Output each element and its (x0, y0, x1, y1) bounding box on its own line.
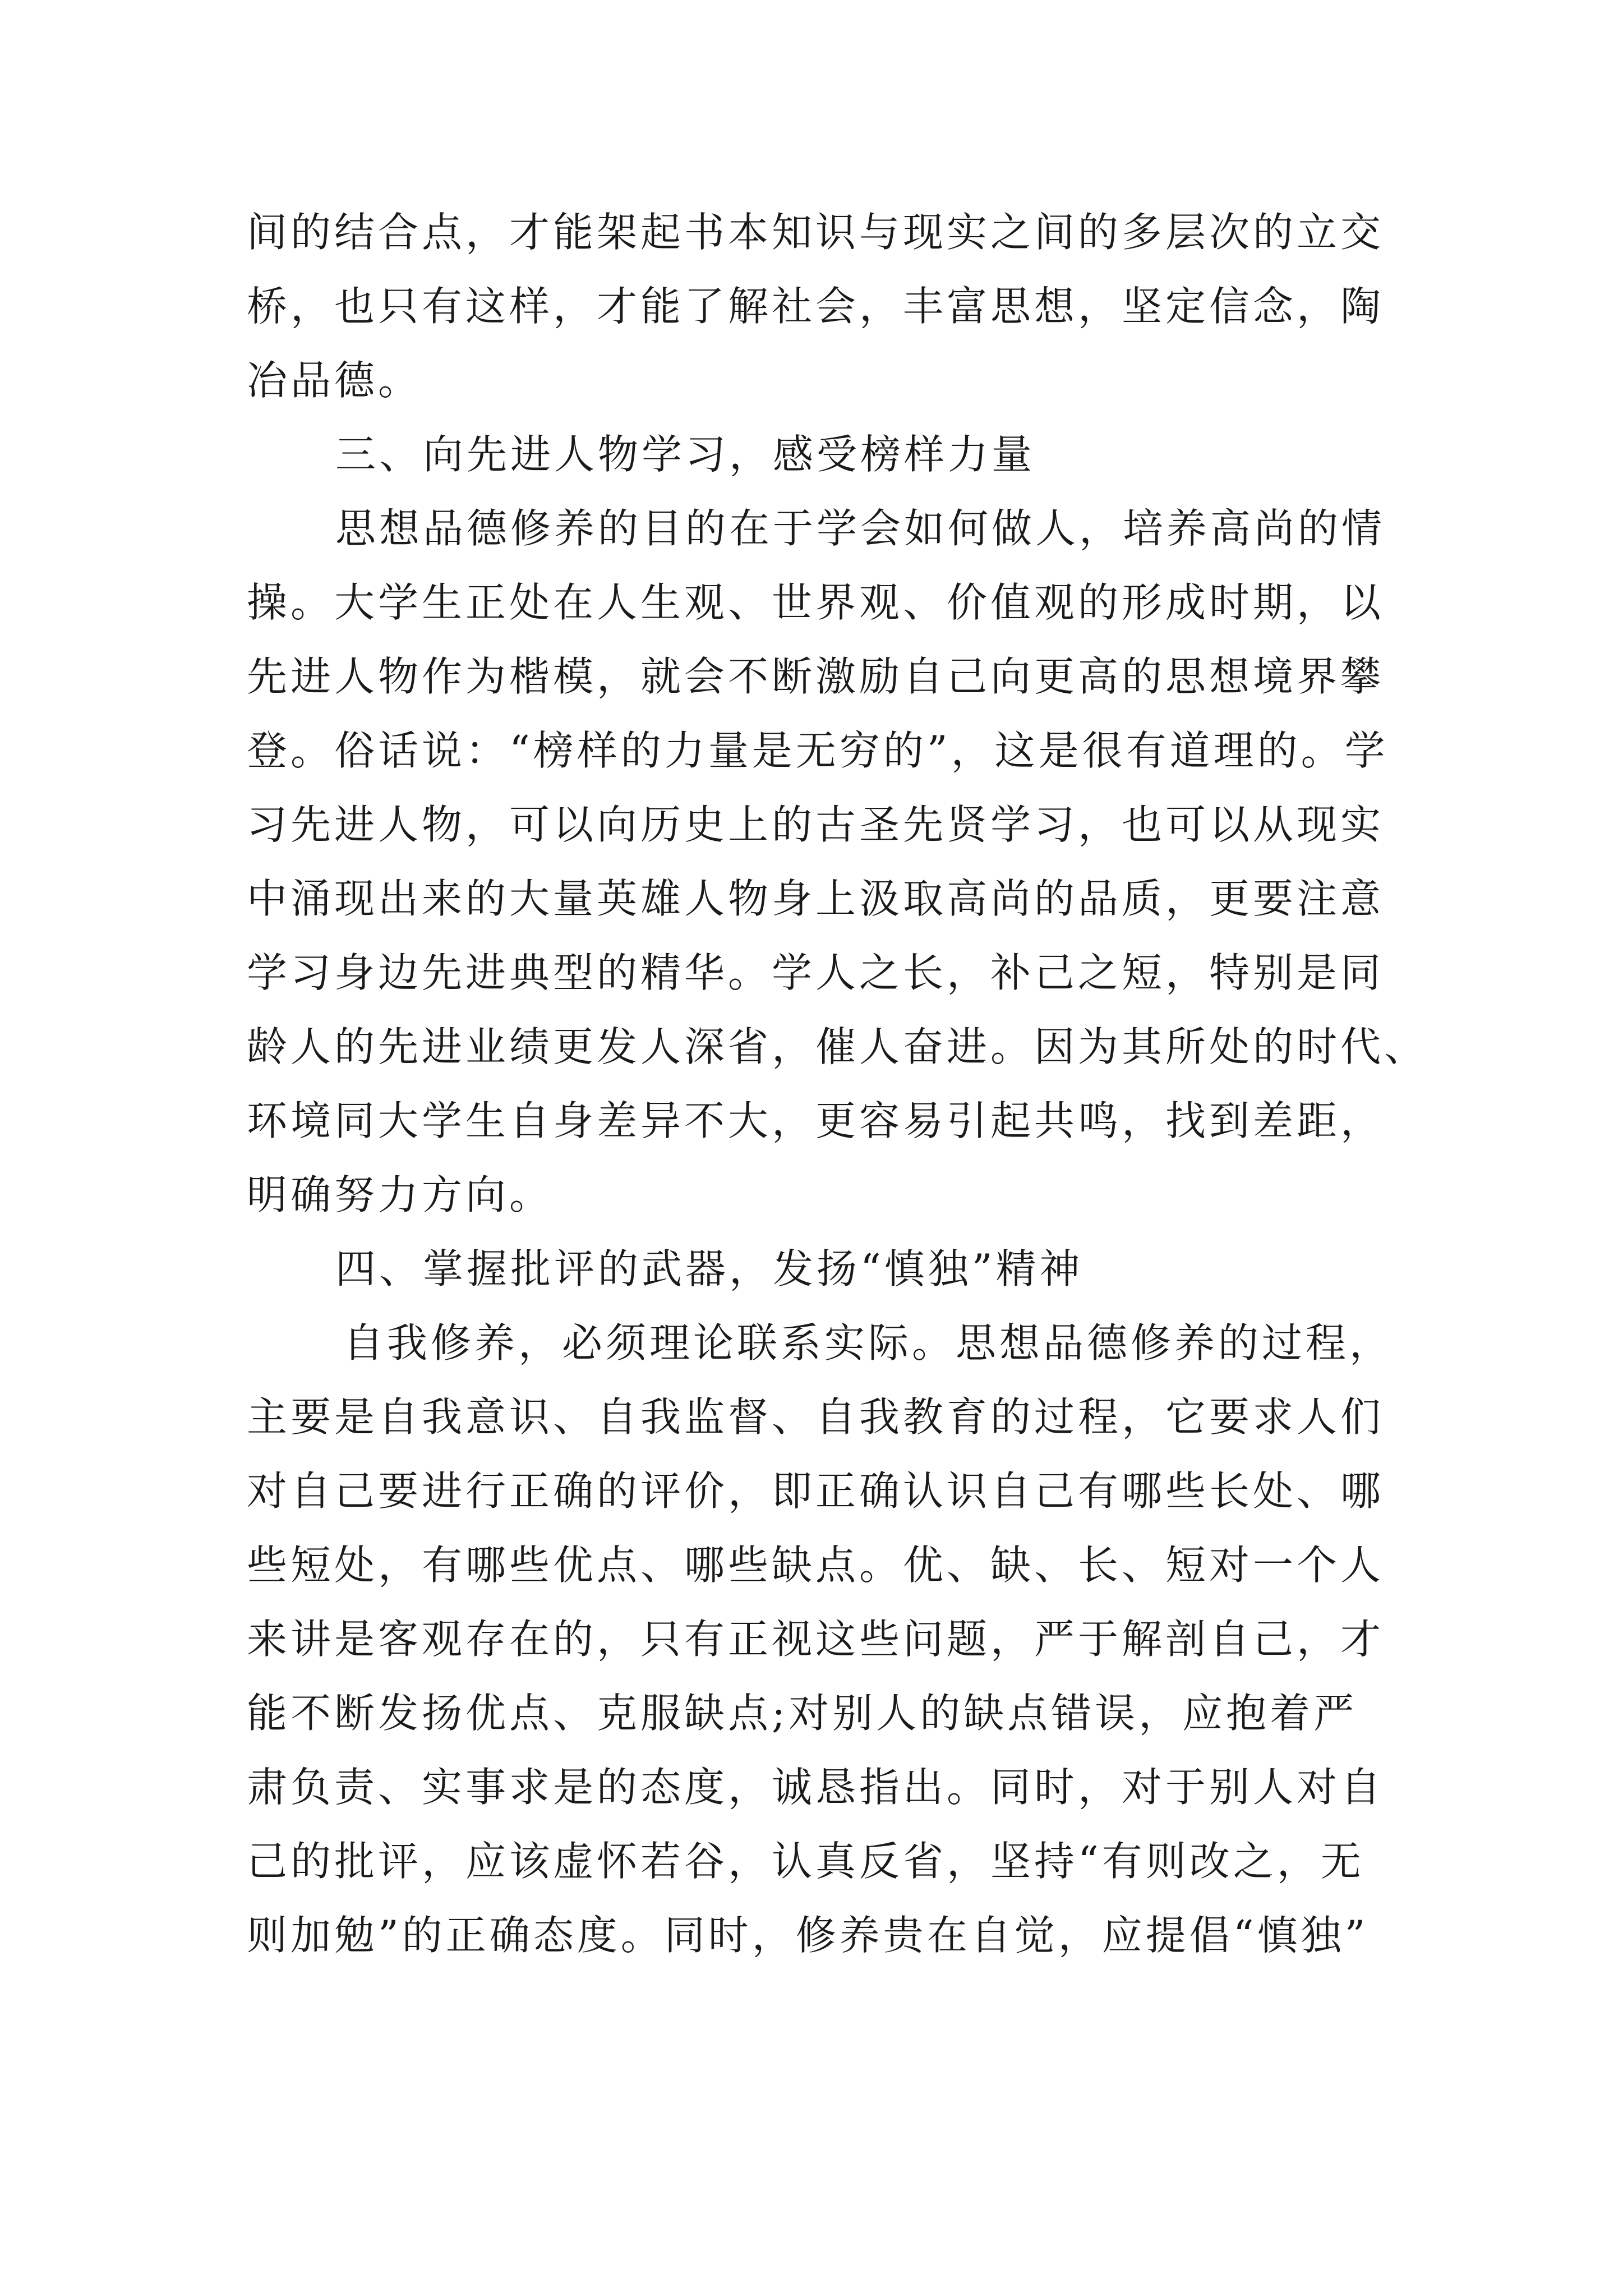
text-line: 桥，也只有这样，才能了解社会，丰富思想，坚定信念，陶 (247, 283, 1385, 330)
text-line: 己的批评，应该虚怀若谷，认真反省，坚持“有则改之，无 (247, 1838, 1364, 1885)
text-line: 龄人的先进业绩更发人深省，催人奋进。因为其所处的时代、 (247, 1023, 1428, 1070)
section-heading: 四、掌握批评的武器，发扬“慎独”精神 (335, 1245, 1083, 1292)
text-line: 中涌现出来的大量英雄人物身上汲取高尚的品质，更要注意 (247, 875, 1385, 922)
text-line: 操。大学生正处在人生观、世界观、价值观的形成时期，以 (247, 579, 1385, 626)
section-heading: 三、向先进人物学习，感受榜样力量 (335, 431, 1036, 478)
text-line: 来讲是客观存在的，只有正视这些问题，严于解剖自己，才 (247, 1616, 1385, 1663)
body-text (247, 195, 1428, 1972)
text-line: 明确努力方向。 (247, 1171, 554, 1218)
text-line: 则加勉”的正确态度。同时，修养贵在自觉，应提倡“慎独” (247, 1912, 1369, 1959)
text-line: 肃负责、实事求是的态度，诚恳指出。同时，对于别人对自 (247, 1764, 1385, 1811)
text-line: 学习身边先进典型的精华。学人之长，补己之短，特别是同 (247, 949, 1385, 996)
text-line: 主要是自我意识、自我监督、自我教育的过程，它要求人们 (247, 1393, 1385, 1441)
text-line: 些短处，有哪些优点、哪些缺点。优、缺、长、短对一个人 (247, 1542, 1385, 1589)
text-line: 环境同大学生自身差异不大，更容易引起共鸣，找到差距， (247, 1097, 1385, 1144)
text-line: 冶品德。 (247, 357, 422, 404)
text-line: 自我修养，必须理论联系实际。思想品德修养的过程， (343, 1319, 1394, 1366)
text-line: 思想品德修养的目的在于学会如何做人，培养高尚的情 (335, 505, 1386, 552)
text-line: 习先进人物，可以向历史上的古圣先贤学习，也可以从现实 (247, 801, 1385, 848)
text-line: 先进人物作为楷模，就会不断激励自己向更高的思想境界攀 (247, 653, 1385, 700)
text-line: 能不断发扬优点、克服缺点;对别人的缺点错误，应抱着严 (247, 1690, 1358, 1737)
text-line: 对自己要进行正确的评价，即正确认识自己有哪些长处、哪 (247, 1467, 1385, 1515)
text-line: 登。俗话说：“榜样的力量是无穷的”，这是很有道理的。学 (247, 727, 1389, 774)
text-line: 间的结合点，才能架起书本知识与现实之间的多层次的立交 (247, 209, 1385, 256)
